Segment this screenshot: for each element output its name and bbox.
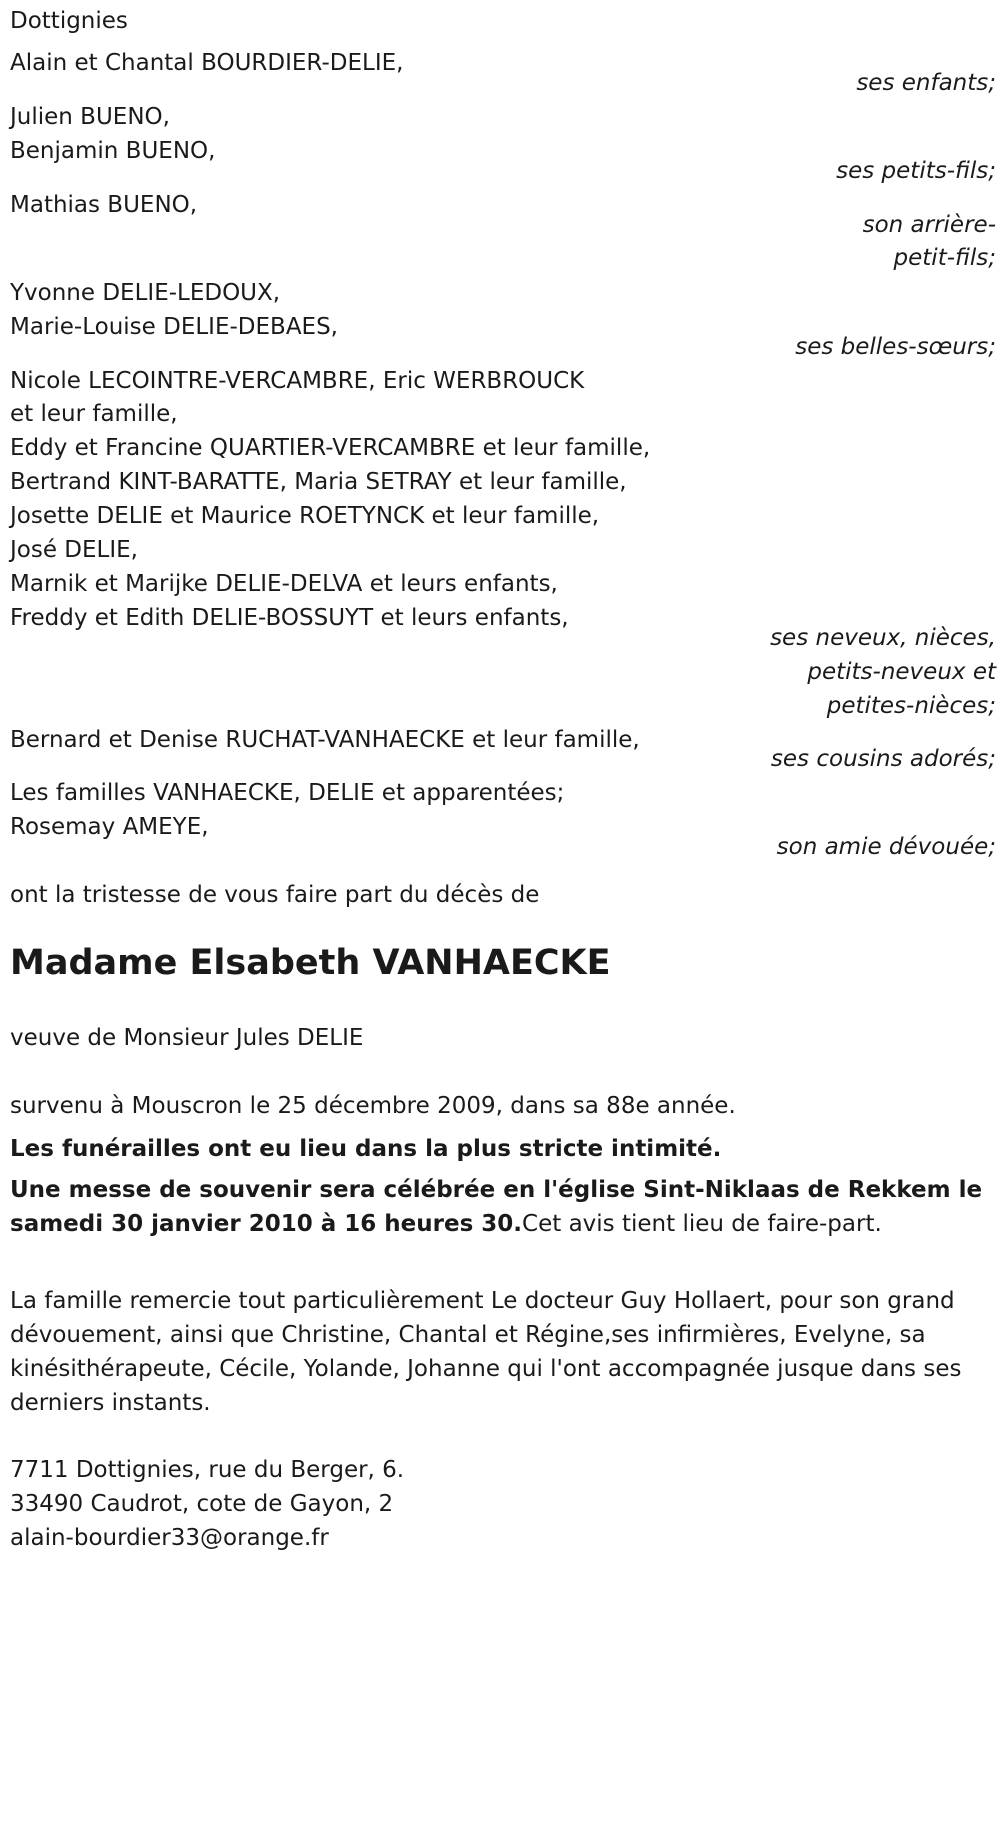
deceased-name: Madame Elsabeth VANHAECKE xyxy=(10,943,611,983)
address-line: 33490 Caudrot, cote de Gayon, 2 xyxy=(10,1491,394,1517)
intro-text: ont la tristesse de vous faire part du décès de xyxy=(10,882,540,908)
nephews-role-line: petites-nièces; xyxy=(826,693,996,719)
nephew-line: José DELIE, xyxy=(10,537,138,563)
great-grandchild-role-line: son arrière- xyxy=(862,212,996,238)
cousins-names: Bernard et Denise RUCHAT-VANHAECKE et leur famille, xyxy=(10,727,640,753)
great-grandchild-role-line: petit-fils; xyxy=(893,245,996,271)
great-grandchild-name: Mathias BUENO, xyxy=(10,192,198,218)
death-info: survenu à Mouscron le 25 décembre 2009, dans sa 88e année. xyxy=(10,1093,736,1119)
sister-in-law-name: Yvonne DELIE-LEDOUX, xyxy=(10,280,281,306)
address-line: 7711 Dottignies, rue du Berger, 6. xyxy=(10,1457,405,1483)
friend-name: Rosemay AMEYE, xyxy=(10,814,209,840)
mass-details: Une messe de souvenir sera célébrée en l'église Sint-Niklaas de Rekkem le samedi 30 janvier 2010 à 16 heures 30. xyxy=(10,1177,983,1237)
town-heading: Dottignies xyxy=(10,8,128,34)
nephew-line: Freddy et Edith DELIE-BOSSUYT et leurs enfants, xyxy=(10,605,569,631)
grandchild-name: Benjamin BUENO, xyxy=(10,138,216,164)
cousins-role: ses cousins adorés; xyxy=(770,746,996,772)
contact-email: alain-bourdier33@orange.fr xyxy=(10,1525,329,1551)
mass-note: Cet avis tient lieu de faire-part. xyxy=(522,1211,882,1237)
nephew-line: et leur famille, xyxy=(10,401,178,427)
mass-info xyxy=(10,1173,990,1241)
nephew-line: Nicole LECOINTRE-VERCAMBRE, Eric WERBROUCK xyxy=(10,368,585,394)
families-line: Les familles VANHAECKE, DELIE et apparentées; xyxy=(10,780,565,806)
thanks-paragraph: La famille remercie tout particulièrement Le docteur Guy Hollaert, pour son grand dévouement, ainsi que Christine, Chantal et Régine,ses infirmières, Evelyne, sa kinésithérapeute, Cécile, Yolande, Johanne qui l'ont accompagnée jusque dans ses derniers instants. xyxy=(10,1288,962,1416)
grandchild-name: Julien BUENO, xyxy=(10,104,170,130)
grandchildren-role: ses petits-fils; xyxy=(836,158,996,184)
sisters-in-law-role: ses belles-sœurs; xyxy=(795,334,996,360)
nephew-line: Bertrand KINT-BARATTE, Maria SETRAY et leur famille, xyxy=(10,469,627,495)
friend-role: son amie dévouée; xyxy=(776,834,996,860)
widow-of: veuve de Monsieur Jules DELIE xyxy=(10,1025,364,1051)
nephew-line: Josette DELIE et Maurice ROETYNCK et leur famille, xyxy=(10,503,600,529)
nephews-role-line: ses neveux, nièces, xyxy=(770,625,996,651)
nephew-line: Eddy et Francine QUARTIER-VERCAMBRE et leur famille, xyxy=(10,435,651,461)
nephew-line: Marnik et Marijke DELIE-DELVA et leurs enfants, xyxy=(10,571,558,597)
funeral-info: Les funérailles ont eu lieu dans la plus stricte intimité. xyxy=(10,1136,722,1162)
children-role: ses enfants; xyxy=(856,70,996,96)
nephews-role-line: petits-neveux et xyxy=(807,659,996,685)
children-names: Alain et Chantal BOURDIER-DELIE, xyxy=(10,50,404,76)
sister-in-law-name: Marie-Louise DELIE-DEBAES, xyxy=(10,314,338,340)
